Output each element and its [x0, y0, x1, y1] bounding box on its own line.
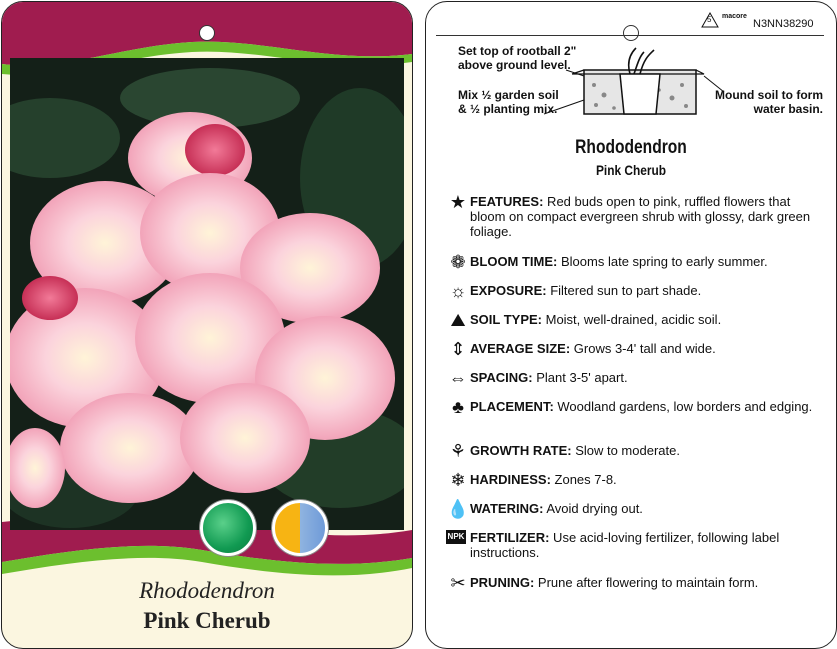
- snowflake-icon: ❄: [450, 470, 466, 490]
- soil-mix-note: Mix ½ garden soil & ½ planting mix.: [458, 88, 559, 116]
- attr-hardiness: ❄ HARDINESS: Zones 7-8.: [446, 472, 826, 488]
- back-genus: Rhododendron: [575, 137, 687, 158]
- attr-watering: 💧 WATERING: Avoid drying out.: [446, 499, 643, 519]
- attr-growth-rate: ⚘ GROWTH RATE: Slow to moderate.: [446, 443, 826, 459]
- attr-spacing: ⇔ SPACING: Plant 3-5' apart.: [446, 370, 826, 386]
- attr-average-size: ⇕ AVERAGE SIZE: Grows 3-4' tall and wide.: [446, 341, 826, 357]
- flower-icon: ❁: [450, 252, 466, 272]
- placement-icon: ♣: [452, 397, 464, 417]
- recycle-icon: [701, 12, 719, 31]
- attr-bloom-time: ❁ BLOOM TIME: Blooms late spring to early summer.: [446, 254, 826, 270]
- front-tag: [1, 1, 413, 649]
- brand-mark: macore: [722, 13, 747, 20]
- sun-outline-icon: ☼: [449, 281, 467, 301]
- recycle-number: 5: [707, 15, 712, 24]
- size-icon: ⇕: [450, 339, 466, 359]
- soil-icon: ⛰: [450, 310, 466, 330]
- spacing-icon: ⇔: [449, 368, 467, 388]
- flower-photo: [10, 58, 404, 530]
- pruners-icon: ✂: [450, 573, 466, 593]
- attr-exposure: ☼ EXPOSURE: Filtered sun to part shade.: [446, 283, 826, 299]
- product-code: N3NN38290: [753, 18, 814, 30]
- attr-pruning: ✂ PRUNING: Prune after flowering to maintain form.: [446, 575, 826, 591]
- rootball-note: Set top of rootball 2" above ground level.: [458, 44, 577, 72]
- water-drop-icon: 💧: [446, 499, 470, 519]
- hang-hole: [199, 25, 215, 41]
- back-tag: [425, 1, 837, 649]
- part-shade-icon: [272, 500, 328, 556]
- top-rule: [436, 35, 824, 36]
- attr-soil-type: ⛰ SOIL TYPE: Moist, well-drained, acidic soil.: [446, 312, 826, 328]
- npk-icon: NPK: [446, 530, 466, 544]
- front-cultivar: Pink Cherub: [143, 608, 271, 633]
- attr-placement: ♣ PLACEMENT: Woodland gardens, low borders and edging.: [446, 399, 826, 415]
- hang-hole: [623, 25, 639, 41]
- sun-icon: [200, 500, 256, 556]
- back-cultivar: Pink Cherub: [595, 162, 667, 178]
- water-basin-note: Mound soil to form water basin.: [715, 88, 823, 116]
- front-genus: Rhododendron: [139, 578, 275, 603]
- growth-icon: ⚘: [449, 441, 467, 461]
- attr-features: ★ FEATURES: Red buds open to pink, ruffled flowers that bloom on compact evergreen shrub with glossy, dark green foliage.: [446, 194, 826, 239]
- attr-fertilizer: NPK FERTILIZER: Use acid-loving fertilizer, following label instructions.: [447, 530, 780, 560]
- star-icon: ★: [449, 192, 467, 212]
